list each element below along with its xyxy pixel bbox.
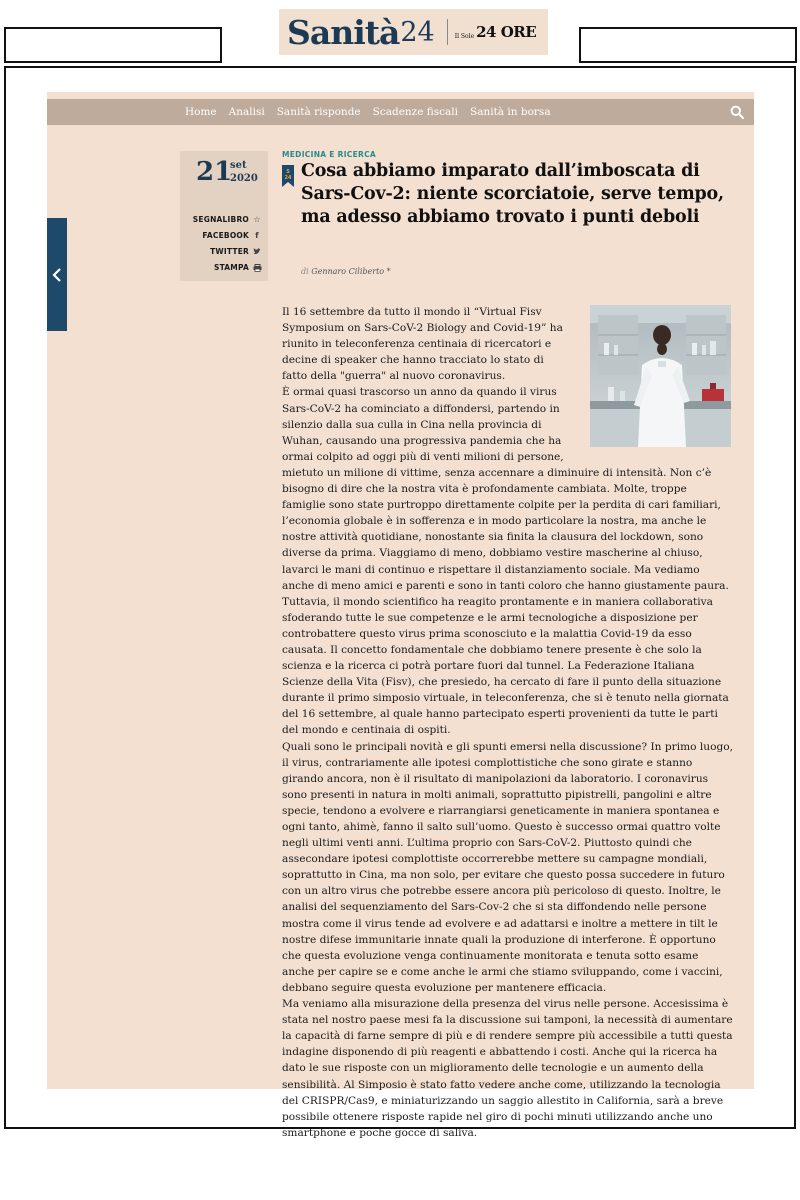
twitter-icon <box>252 247 262 256</box>
ad-banner-left <box>4 27 222 63</box>
share-facebook[interactable] <box>202 231 262 240</box>
share-print-label: STAMPA <box>213 263 249 272</box>
printer-icon <box>252 263 262 272</box>
nav-item-sanita-risponde[interactable]: Sanità risponde <box>276 106 361 118</box>
share-panel <box>180 151 268 281</box>
svg-text:24: 24 <box>284 175 292 181</box>
logo-divider <box>447 19 448 45</box>
article-author <box>301 267 391 276</box>
nav-item-sanita-in-borsa[interactable]: Sanità in borsa <box>470 106 551 118</box>
share-twitter[interactable] <box>210 247 262 256</box>
logo-word: Sanità <box>287 12 400 52</box>
author-name[interactable]: Gennaro Ciliberto * <box>311 267 391 276</box>
star-icon: ☆ <box>253 215 261 224</box>
main-nav <box>47 99 754 125</box>
date-year: 2020 <box>230 173 258 184</box>
photo-spacer <box>570 304 733 454</box>
ad-banner-right <box>579 27 797 63</box>
publisher-logo-big: 24 ORE <box>476 22 537 41</box>
site-logo[interactable] <box>279 9 548 55</box>
share-bookmark[interactable] <box>193 215 262 224</box>
nav-item-scadenze-fiscali[interactable]: Scadenze fiscali <box>372 106 459 118</box>
date-month: set <box>230 160 247 171</box>
article-title: Cosa abbiamo imparato dall’imboscata di Sars-Cov-2: niente scorciatoie, serve tempo, ma adesso abbiamo trovato i punti deboli <box>301 161 724 227</box>
paragraph-3: Quali sono le principali novità e gli spunti emersi nella discussione? In primo luogo, il virus, contrariamente alle ipotesi complottistiche che sono girate e stanno girando ancora, non è il risultato di manipolazioni da laboratorio. I coronavirus sono presenti in natura in molti animali, soprattutto pipistrelli, pangolini e altre specie, tendono a evolvere e riarrangiarsi geneticamente in maniera spontanea e ogni tanto, ahimè, fanno il salto sull’uomo. Questo è successo ormai quattro volte negli ultimi venti anni. L’ultima proprio con Sars-CoV-2. Piuttosto quindi che assecondare ipotesi complottiste occorrerebbe mettere su campagne mondiali, soprattutto in Cina, ma non solo, per evitare che questo possa succedere in futuro con un altro virus che potrebbe essere ancora più pericoloso di questo. Inoltre, le analisi del sequenziamento del Sars-Cov-2 che si sta diffondendo nelle persone mostra come il virus tende ad evolvere e ad adattarsi e inoltre a mettere in tilt le nostre difese immunitarie innate quali la produzione di interferone. È opportuno che questa evoluzione venga continuamente monitorata e tenuta sotto esame anche per capire se e come anche le armi che stiamo sviluppando, come i vaccini, debbano seguire questa evoluzione per mantenere efficacia. <box>282 740 733 994</box>
article-body <box>282 304 733 1141</box>
previous-article-button[interactable] <box>47 218 67 331</box>
share-twitter-label: TWITTER <box>210 247 249 256</box>
svg-text:S: S <box>286 169 290 175</box>
paragraph-2: È ormai quasi trascorso un anno da quando il virus Sars-CoV-2 ha cominciato a diffondersi, partendo in silenzio dalla sua culla in Cina nella provincia di Wuhan, causando una progressiva pandemia che ha ormai colpito ad oggi più di venti milioni di persone, mietuto un milione di vittime, senza accennare a diminuire di intensità. Non c’è bisogno di dire che la nostra vita è profondamente cambiata. Molte, troppe famiglie sono state purtroppo direttamente colpite per la perdita di cari familiari, l’economia globale è in sofferenza e in modo particolare la nostra, ma anche le nostre attività quotidiane, nonostante sia finita la clausura del lockdown, sono diverse da prima. Viaggiamo di meno, dobbiamo vestire mascherine al chiuso, lavarci le mani di continuo e rispettare il distanziamento sociale. Ma vediamo anche di meno amici e parenti e sono in tanti coloro che hanno giustamente paura. Tuttavia, il mondo scientifico ha reagito prontamente e in maniera collaborativa sfoderando tutte le sue competenze e le armi tecnologiche a disposizione per controbattere questo virus prima sconosciuto e la malattia Covid-19 da esso causata. Il concetto fondamentale che dobbiamo tenere presente è che solo la scienza e la ricerca ci potrà portare fuori dal tunnel. La Federazione Italiana Scienze della Vita (Fisv), che presiedo, ha cercato di fare il punto della situazione durante il primo simposio virtuale, in teleconferenza, che si è tenuto nella giornata del 16 settembre, al quale hanno partecipato esperti provenienti da tutte le parti del mondo e centinaia di ospiti. <box>282 386 729 737</box>
chevron-left-icon <box>52 267 62 283</box>
date-day: 21 <box>196 157 233 187</box>
s24-badge-icon <box>282 165 294 187</box>
share-print[interactable] <box>214 263 262 272</box>
search-icon[interactable] <box>730 105 744 119</box>
publisher-logo-small: Il Sole <box>454 32 475 40</box>
paragraph-1: Il 16 settembre da tutto il mondo il “Virtual Fisv Symposium on Sars-CoV-2 Biology and Covid-19” ha riunito in teleconferenza centinaia di ricercatori e decine di speaker che hanno tracciato lo stato di fatto della "guerra" al nuovo coronavirus. <box>282 306 563 383</box>
publisher-logo <box>454 22 537 41</box>
share-bookmark-label: SEGNALIBRO <box>192 215 249 224</box>
nav-item-home[interactable]: Home <box>185 106 217 118</box>
section-label[interactable]: MEDICINA E RICERCA <box>282 150 377 159</box>
nav-item-analisi[interactable]: Analisi <box>228 106 265 118</box>
author-prefix: di <box>301 267 309 276</box>
paragraph-4: Ma veniamo alla misurazione della presenza del virus nelle persone. Accesissima è stata nel nostro paese mesi fa la discussione sui tamponi, la necessità di aumentare la capacità di farne sempre di più e di rendere sempre più accessibile a tutti questa indagine disponendo di più reagenti e abbattendo i costi. Anche qui la ricerca ha dato le sue risposte con un miglioramento delle tecnologie e un aumento della sensibilità. Al Simposio è stato fatto vedere anche come, utilizzando la tecnologia del CRISPR/Cas9, e miniaturizzando un saggio allestito in California, sarà a breve possibile ottenere risposte rapide nel giro di pochi minuti utilizzando anche uno smartphone e poche gocce di saliva. <box>282 998 733 1139</box>
logo-number: 24 <box>400 16 435 48</box>
share-facebook-label: FACEBOOK <box>202 231 249 240</box>
facebook-icon: f <box>255 231 259 240</box>
